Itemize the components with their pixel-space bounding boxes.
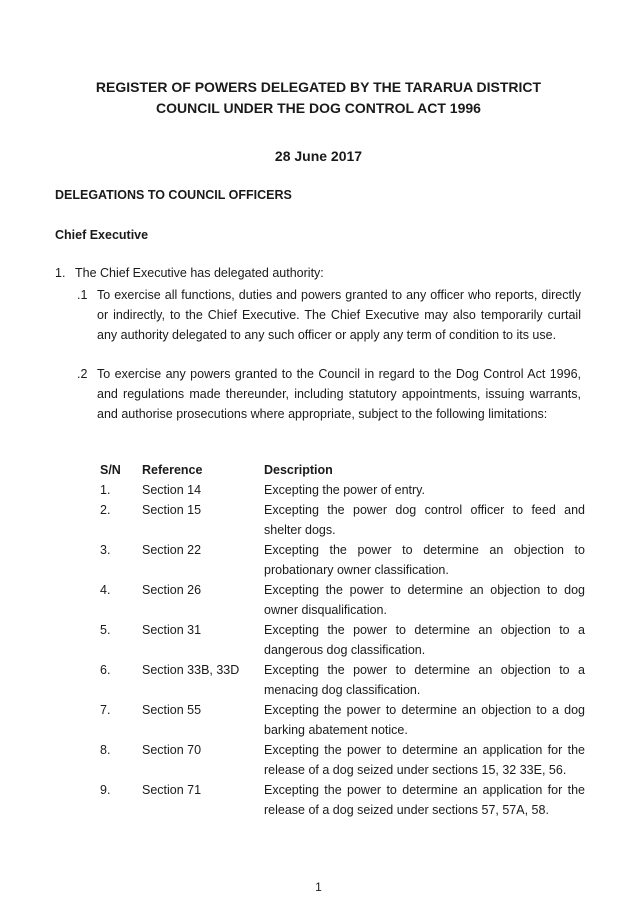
page-number: 1 bbox=[315, 880, 322, 894]
table-row bbox=[100, 620, 585, 660]
cell-reference: Section 71 bbox=[142, 783, 202, 797]
title-line-2: COUNCIL UNDER THE DOG CONTROL ACT 1996 bbox=[156, 100, 481, 116]
column-header-sn: S/N bbox=[100, 463, 121, 477]
column-header-reference: Reference bbox=[142, 463, 203, 477]
sub-item-2 bbox=[77, 364, 581, 424]
cell-sn: 4. bbox=[100, 583, 111, 597]
table-row bbox=[100, 500, 585, 540]
limitations-table bbox=[100, 460, 585, 820]
sub-item-text: To exercise all functions, duties and powers granted to any officer who reports, directly or indirectly, to the Chief Executive. The Chief Executive may also temporarily curtail any authority delegated to any such officer or apply any term of condition to its use. bbox=[97, 288, 581, 342]
cell-reference: Section 55 bbox=[142, 703, 202, 717]
list-item-1 bbox=[55, 264, 324, 282]
table-row bbox=[100, 540, 585, 580]
cell-reference: Section 70 bbox=[142, 743, 202, 757]
cell-sn: 1. bbox=[100, 483, 111, 497]
cell-description: Excepting the power to determine an objection to a menacing dog classification. bbox=[264, 663, 585, 697]
cell-reference: Section 14 bbox=[142, 483, 202, 497]
sub-item-1 bbox=[77, 285, 581, 345]
cell-description: Excepting the power to determine an application for the release of a dog seized under sections 15, 32 33E, 56. bbox=[264, 743, 585, 777]
cell-sn: 8. bbox=[100, 743, 111, 757]
title-line-1: REGISTER OF POWERS DELEGATED BY THE TARARUA DISTRICT bbox=[95, 79, 542, 95]
cell-description: Excepting the power to determine an objection to a dog barking abatement notice. bbox=[264, 703, 585, 737]
cell-sn: 3. bbox=[100, 543, 111, 557]
cell-sn: 5. bbox=[100, 623, 111, 637]
sub-item-text: To exercise any powers granted to the Council in regard to the Dog Control Act 1996, and regulations made thereunder, including statutory appointments, issuing warrants, and authorise prosecutions where appropriate, subject to the following limitations: bbox=[97, 367, 581, 421]
cell-sn: 6. bbox=[100, 663, 111, 677]
cell-description: Excepting the power to determine an objection to probationary owner classification. bbox=[264, 543, 585, 577]
cell-sn: 7. bbox=[100, 703, 111, 717]
sub-item-number: .2 bbox=[77, 367, 88, 381]
column-header-description: Description bbox=[264, 463, 333, 477]
cell-description: Excepting the power dog control officer to feed and shelter dogs. bbox=[264, 503, 585, 537]
table-row bbox=[100, 580, 585, 620]
document-title bbox=[60, 77, 577, 119]
cell-reference: Section 31 bbox=[142, 623, 202, 637]
cell-reference: Section 33B, 33D bbox=[142, 663, 240, 677]
cell-description: Excepting the power to determine an objection to a dangerous dog classification. bbox=[264, 623, 585, 657]
cell-sn: 9. bbox=[100, 783, 111, 797]
cell-description: Excepting the power to determine an application for the release of a dog seized under sections 57, 57A, 58. bbox=[264, 783, 585, 817]
table-row bbox=[100, 700, 585, 740]
table-row bbox=[100, 660, 585, 700]
cell-description: Excepting the power of entry. bbox=[264, 483, 425, 497]
table-row bbox=[100, 480, 585, 500]
document-date: 28 June 2017 bbox=[274, 148, 363, 164]
list-item-text: The Chief Executive has delegated authority: bbox=[75, 266, 324, 280]
cell-reference: Section 26 bbox=[142, 583, 202, 597]
table-header-row bbox=[100, 460, 585, 480]
cell-description: Excepting the power to determine an objection to dog owner disqualification. bbox=[264, 583, 585, 617]
subheading: Chief Executive bbox=[55, 228, 149, 242]
sub-item-number: .1 bbox=[77, 288, 88, 302]
table-row bbox=[100, 740, 585, 780]
list-item-number: 1. bbox=[55, 266, 66, 280]
table-row bbox=[100, 780, 585, 820]
cell-reference: Section 22 bbox=[142, 543, 202, 557]
cell-sn: 2. bbox=[100, 503, 111, 517]
section-heading: DELEGATIONS TO COUNCIL OFFICERS bbox=[55, 188, 292, 202]
cell-reference: Section 15 bbox=[142, 503, 202, 517]
